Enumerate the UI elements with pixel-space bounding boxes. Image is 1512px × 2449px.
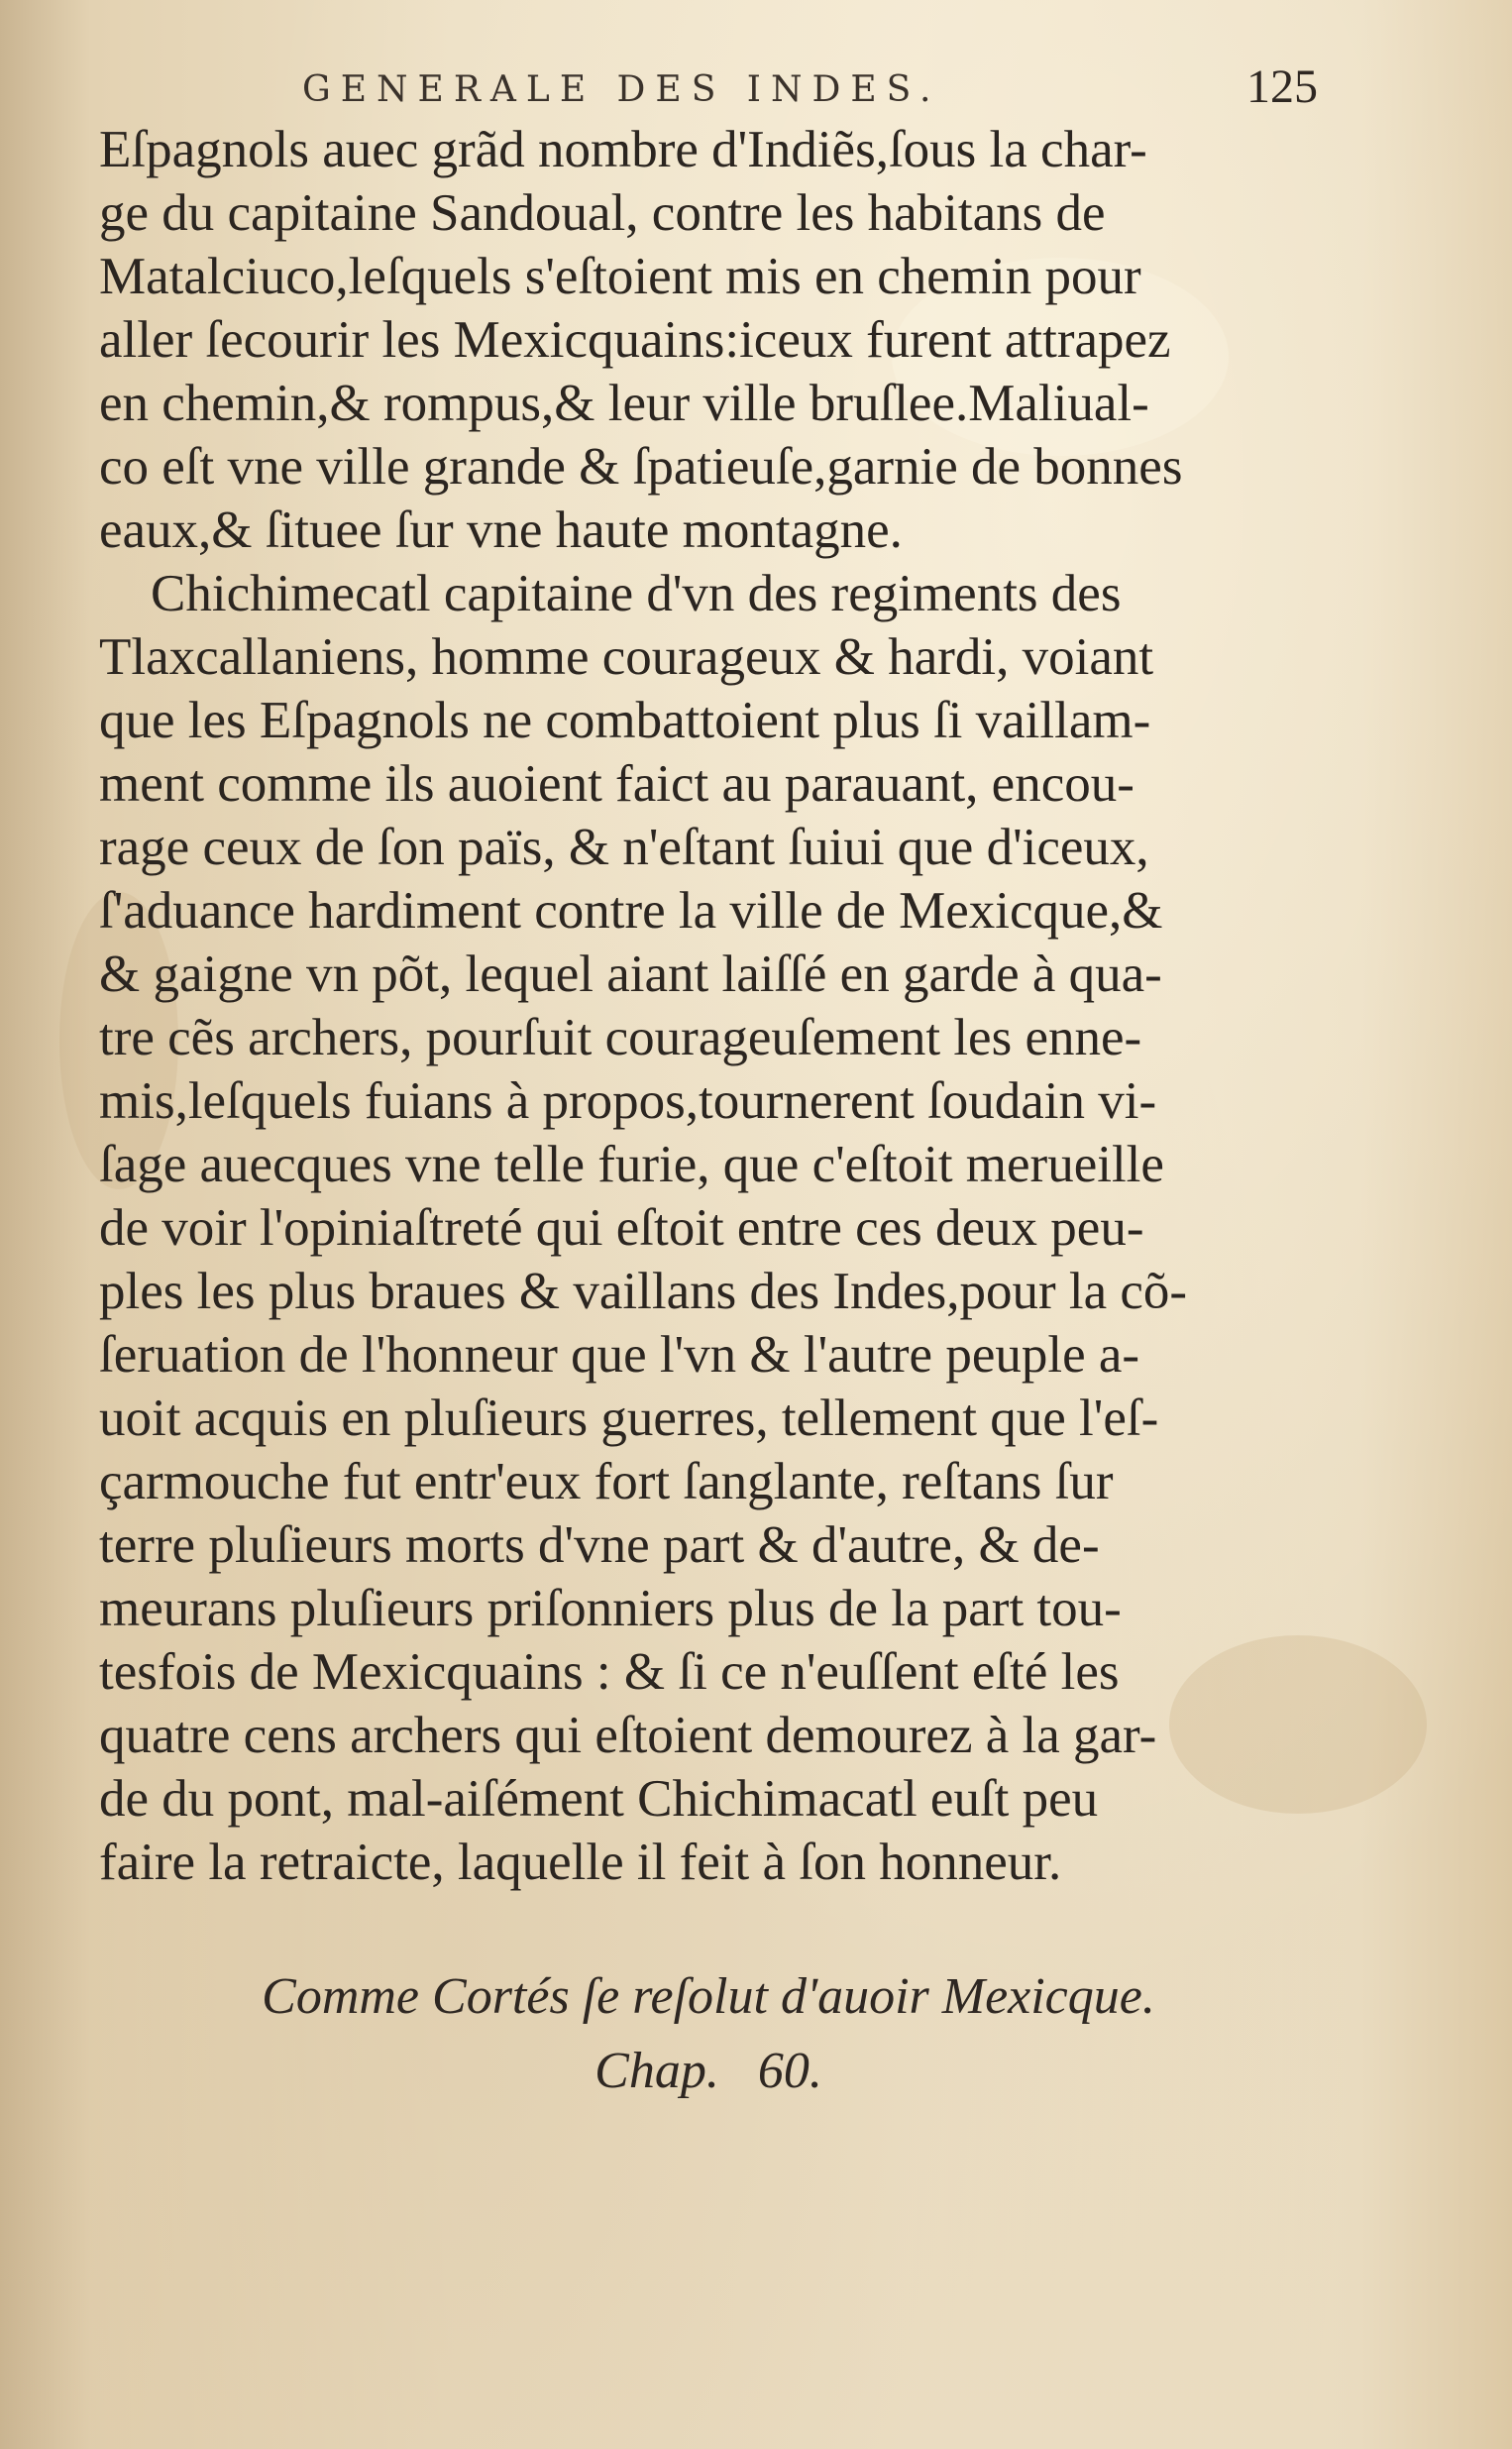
text-line: de voir l'opiniaſtreté qui eſtoit entre ces deux peu- <box>99 1199 1144 1257</box>
text-line: co eſt vne ville grande & ſpatieuſe,garnie de bonnes <box>99 438 1183 496</box>
running-head: GENERALE DES INDES. <box>302 69 941 110</box>
text-line: ge du capitaine Sandoual, contre les habitans de <box>99 184 1106 242</box>
text-line: ſage auecques vne telle furie, que c'eſtoit merueille <box>99 1136 1164 1193</box>
text-line: ment comme ils auoient faict au parauant, encou- <box>99 755 1134 813</box>
text-line: Matalciuco,leſquels s'eſtoient mis en chemin pour <box>99 248 1141 305</box>
page-number: 125 <box>1246 60 1318 113</box>
text-line: en chemin,& rompus,& leur ville bruſlee.Maliual- <box>99 375 1149 432</box>
text-line: rage ceux de ſon païs, & n'eſtant ſuiui que d'iceux, <box>99 819 1149 876</box>
text-line: meurans pluſieurs priſonniers plus de la part tou- <box>99 1580 1122 1637</box>
paragraph-first-line: Chichimecatl capitaine d'vn des regiments des <box>151 565 1122 622</box>
text-line: quatre cens archers qui eſtoient demourez à la gar- <box>99 1707 1157 1764</box>
chapter-title: Comme Cortés ſe reſolut d'auoir Mexicque. <box>262 1968 1155 2025</box>
text-line: ples les plus braues & vaillans des Indes,pour la cõ- <box>99 1263 1188 1320</box>
text-line: eaux,& ſituee ſur vne haute montagne. <box>99 501 903 559</box>
text-line: ſ'aduance hardiment contre la ville de Mexicque,& <box>99 882 1163 940</box>
text-line: uoit acquis en pluſieurs guerres, tellement que l'eſ- <box>99 1390 1159 1447</box>
text-line: tre cẽs archers, pourſuit courageuſement les enne- <box>99 1009 1142 1066</box>
text-line: Eſpagnols auec grãd nombre d'Indiẽs,ſous la char- <box>99 121 1147 178</box>
text-line: de du pont, mal-aiſément Chichimacatl euſt peu <box>99 1770 1099 1828</box>
text-line: çarmouche fut entr'eux fort ſanglante, reſtans ſur <box>99 1453 1114 1510</box>
text-line: & gaigne vn põt, lequel aiant laiſſé en garde à qua- <box>99 946 1162 1003</box>
text-line: aller ſecourir les Mexicquains:iceux furent attrapez <box>99 311 1171 369</box>
text-line: tesfois de Mexicquains : & ſi ce n'euſſent eſté les <box>99 1643 1120 1701</box>
page-header <box>99 59 1318 119</box>
body-text <box>99 117 1328 1921</box>
text-line: Tlaxcallaniens, homme courageux & hardi, voiant <box>99 628 1154 686</box>
chapter-number: Chap. 60. <box>594 2043 822 2099</box>
text-line: faire la retraicte, laquelle il feit à ſon honneur. <box>99 1834 1062 1891</box>
text-line: que les Eſpagnols ne combattoient plus ſi vaillam- <box>99 692 1151 749</box>
text-line: terre pluſieurs morts d'vne part & d'autre, & de- <box>99 1516 1100 1574</box>
text-line: ſeruation de l'honneur que l'vn & l'autre peuple a- <box>99 1326 1140 1384</box>
text-line: mis,leſquels fuians à propos,tournerent ſoudain vi- <box>99 1072 1157 1130</box>
